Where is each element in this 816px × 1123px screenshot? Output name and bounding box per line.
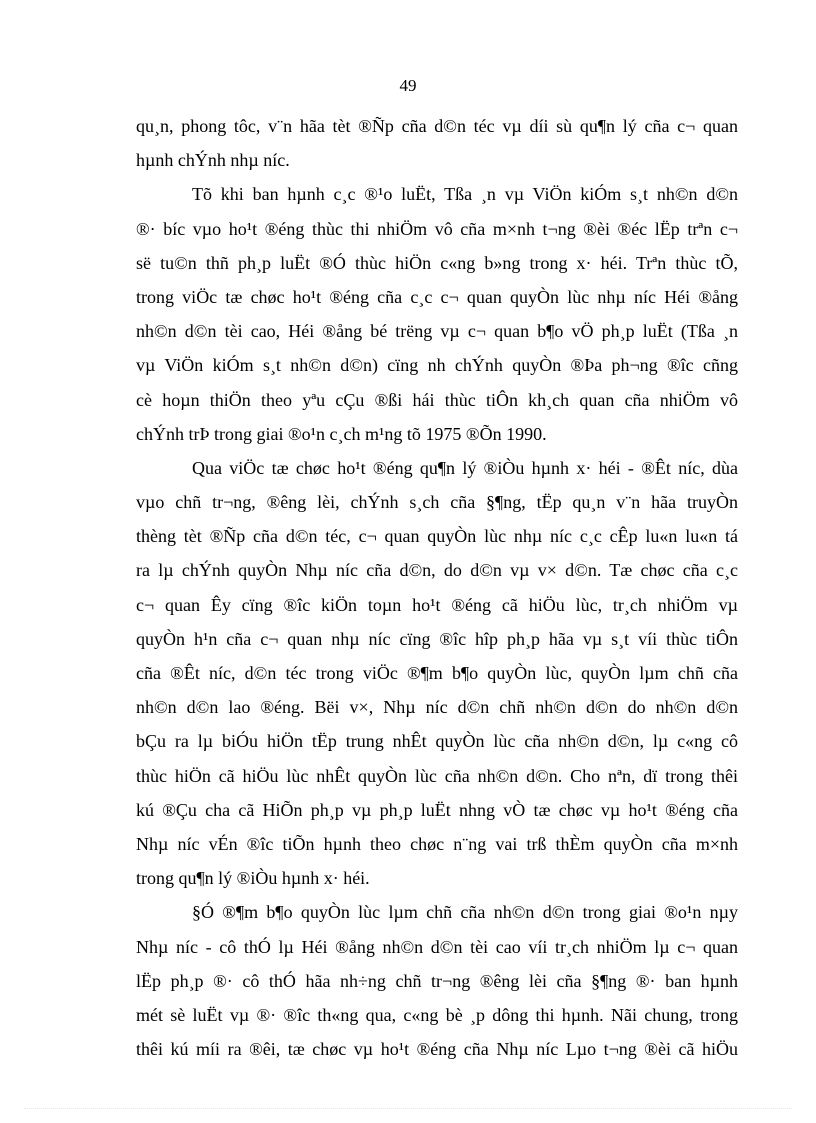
body-text	[136, 109, 738, 1066]
text-line: c¬ quan Êy cïng ®îc kiÖn toµn ho¹t ®éng cã hiÖu lùc, tr¸ch nhiÖm vµ	[136, 594, 738, 615]
page-number: 49	[399, 76, 417, 95]
text-line: lËp ph¸p ®· cô thÓ hãa nh÷ng chñ tr¬ng ®êng lèi cña §¶ng ®· ban hµnh	[136, 970, 738, 991]
text-line: thêi kú míi ra ®êi, tæ chøc vµ ho¹t ®éng cña Nhµ níc Lµo t¬ng ®èi cã hiÖu	[136, 1039, 738, 1060]
text-line: Tõ khi ban hµnh c¸c ®¹o luËt, Tßa ¸n vµ ViÖn kiÓm s¸t nh©n d©n	[192, 184, 738, 205]
text-line: trong viÖc tæ chøc ho¹t ®éng cña c¸c c¬ quan quyÒn lùc nhµ níc Héi ®ång	[136, 286, 738, 307]
text-line: Nhµ níc vÉn ®îc tiÕn hµnh theo chøc n¨ng vai trß thÈm quyÒn cña m×nh	[136, 833, 738, 854]
text-line: hµnh chÝnh nhµ níc.	[136, 150, 290, 171]
text-line: chÝnh trÞ trong giai ®o¹n c¸ch m¹ng tõ 1975 ®Õn 1990.	[136, 423, 547, 444]
page-bottom-divider	[24, 1108, 792, 1109]
text-line: së tu©n thñ ph¸p luËt ®Ó thùc hiÖn c«ng b»ng trong x· héi. Trªn thùc tÕ,	[136, 252, 738, 273]
text-line: ®· bíc vµo ho¹t ®éng thùc thi nhiÖm vô cña m×nh t¬ng ®èi ®éc lËp trªn c¬	[136, 218, 738, 239]
text-line: thùc hiÖn cã hiÖu lùc nhÊt quyÒn lùc cña nh©n d©n. Cho nªn, dï trong thêi	[136, 765, 738, 786]
text-line: Qua viÖc tæ chøc ho¹t ®éng qu¶n lý ®iÒu hµnh x· héi - ®Êt níc, dùa	[192, 457, 738, 478]
text-line: ra lµ chÝnh quyÒn Nhµ níc cña d©n, do d©n vµ v× d©n. Tæ chøc cña c¸c	[136, 560, 738, 581]
text-line: §Ó ®¶m b¶o quyÒn lùc lµm chñ cña nh©n d©n trong giai ®o¹n nµy	[192, 902, 738, 923]
text-line: mét sè luËt vµ ®· ®îc th«ng qua, c«ng bè ¸p dông thi hµnh. Nãi chung, trong	[136, 1004, 738, 1025]
text-line: trong qu¶n lý ®iÒu hµnh x· héi.	[136, 868, 370, 889]
text-line: quyÒn h¹n cña c¬ quan nhµ níc cïng ®îc hîp ph¸p hãa vµ s¸t víi thùc tiÔn	[136, 628, 738, 649]
text-line: Nhµ níc - cô thÓ lµ Héi ®ång nh©n d©n tèi cao víi tr¸ch nhiÖm lµ c¬ quan	[136, 936, 738, 957]
text-line: nh©n d©n lao ®éng. Bëi v×, Nhµ níc d©n chñ nh©n d©n do nh©n d©n	[136, 697, 738, 718]
text-line: cña ®Êt níc, d©n téc trong viÖc ®¶m b¶o quyÒn lùc, quyÒn lµm chñ cña	[136, 663, 738, 683]
text-line: qu¸n, phong tôc, v¨n hãa tèt ®Ñp cña d©n téc vµ díi sù qu¶n lý cña c¬ quan	[136, 116, 738, 136]
text-line: bÇu ra lµ biÓu hiÖn tËp trung nhÊt quyÒn lùc cña nh©n d©n, lµ c«ng cô	[136, 731, 738, 752]
text-line: vµo chñ tr¬ng, ®êng lèi, chÝnh s¸ch cña §¶ng, tËp qu¸n v¨n hãa truyÒn	[136, 492, 738, 513]
text-line: vµ ViÖn kiÓm s¸t nh©n d©n) cïng nh chÝnh quyÒn ®Þa ph¬ng ®îc cñng	[136, 355, 738, 376]
text-line: cè hoµn thiÖn theo yªu cÇu ®ßi hái thùc tiÔn kh¸ch quan cña nhiÖm vô	[136, 389, 738, 410]
text-line: kú ®Çu cha cã HiÕn ph¸p vµ ph¸p luËt nhng vÒ tæ chøc vµ ho¹t ®éng cña	[136, 799, 738, 820]
text-line: thèng tèt ®Ñp cña d©n téc, c¬ quan quyÒn lùc nhµ níc c¸c cÊp lu«n lu«n tá	[136, 526, 738, 547]
text-line: nh©n d©n tèi cao, Héi ®ång bé trëng vµ c¬ quan b¶o vÖ ph¸p luËt (Tßa ¸n	[136, 321, 738, 342]
